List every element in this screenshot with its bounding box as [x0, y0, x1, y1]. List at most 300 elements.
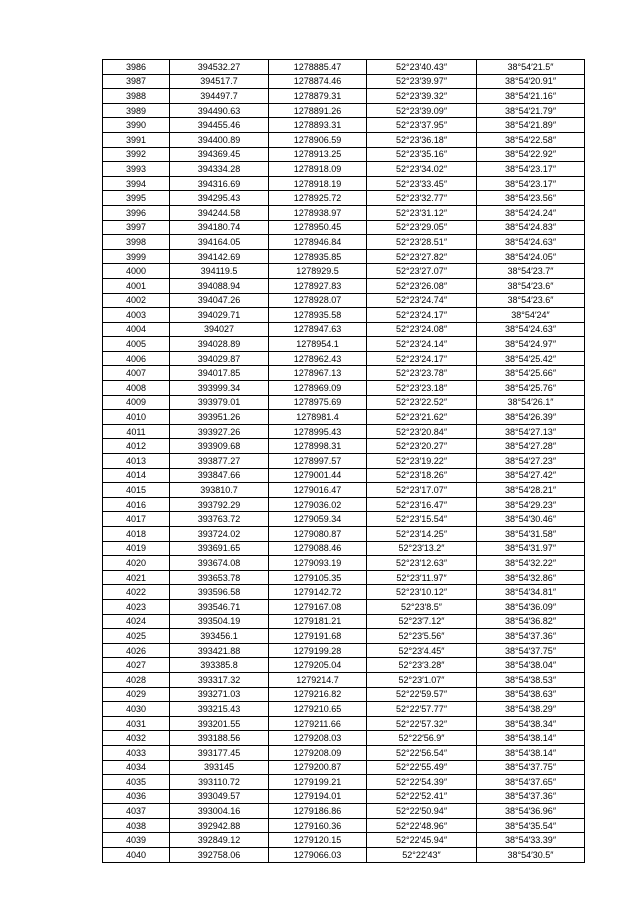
table-row: [103, 848, 585, 863]
table-row: [103, 775, 585, 790]
y-coordinate-cell: 1279001.44: [269, 468, 367, 483]
point-number-cell: 4026: [103, 643, 170, 658]
y-coordinate-cell: 1279160.36: [269, 818, 367, 833]
latitude-cell: 52°23′1.07″: [367, 672, 477, 687]
point-number-cell: 4010: [103, 410, 170, 425]
y-coordinate-cell: 1279059.34: [269, 512, 367, 527]
x-coordinate-cell: 393188.56: [170, 731, 269, 746]
table-row: [103, 483, 585, 498]
table-row: [103, 658, 585, 673]
x-coordinate-cell: 393317.32: [170, 672, 269, 687]
longitude-cell: 38°54′27.28″: [477, 439, 585, 454]
point-number-cell: 3990: [103, 118, 170, 133]
table-row: [103, 278, 585, 293]
x-coordinate-cell: 394017.85: [170, 366, 269, 381]
longitude-cell: 38°54′37.75″: [477, 643, 585, 658]
table-row: [103, 833, 585, 848]
longitude-cell: 38°54′26.39″: [477, 410, 585, 425]
y-coordinate-cell: 1279214.7: [269, 672, 367, 687]
y-coordinate-cell: 1279208.03: [269, 731, 367, 746]
latitude-cell: 52°23′10.12″: [367, 585, 477, 600]
latitude-cell: 52°23′39.32″: [367, 89, 477, 104]
x-coordinate-cell: 393596.58: [170, 585, 269, 600]
table-row: [103, 541, 585, 556]
longitude-cell: 38°54′29.23″: [477, 497, 585, 512]
x-coordinate-cell: 394244.58: [170, 205, 269, 220]
longitude-cell: 38°54′23.6″: [477, 278, 585, 293]
latitude-cell: 52°22′43″: [367, 848, 477, 863]
longitude-cell: 38°54′24.63″: [477, 322, 585, 337]
latitude-cell: 52°23′33.45″: [367, 176, 477, 191]
table-row: [103, 220, 585, 235]
longitude-cell: 38°54′31.97″: [477, 541, 585, 556]
point-number-cell: 4019: [103, 541, 170, 556]
x-coordinate-cell: 393271.03: [170, 687, 269, 702]
x-coordinate-cell: 393810.7: [170, 483, 269, 498]
point-number-cell: 4002: [103, 293, 170, 308]
latitude-cell: 52°23′31.12″: [367, 205, 477, 220]
latitude-cell: 52°22′50.94″: [367, 804, 477, 819]
latitude-cell: 52°23′24.74″: [367, 293, 477, 308]
y-coordinate-cell: 1278925.72: [269, 191, 367, 206]
point-number-cell: 4023: [103, 599, 170, 614]
x-coordinate-cell: 394532.27: [170, 60, 269, 75]
table-row: [103, 293, 585, 308]
point-number-cell: 3998: [103, 235, 170, 250]
table-row: [103, 74, 585, 89]
point-number-cell: 4024: [103, 614, 170, 629]
longitude-cell: 38°54′37.65″: [477, 775, 585, 790]
x-coordinate-cell: 394490.63: [170, 103, 269, 118]
longitude-cell: 38°54′38.14″: [477, 731, 585, 746]
x-coordinate-cell: 394164.05: [170, 235, 269, 250]
latitude-cell: 52°23′4.45″: [367, 643, 477, 658]
longitude-cell: 38°54′36.82″: [477, 614, 585, 629]
longitude-cell: 38°54′21.89″: [477, 118, 585, 133]
x-coordinate-cell: 393792.29: [170, 497, 269, 512]
y-coordinate-cell: 1278935.85: [269, 249, 367, 264]
latitude-cell: 52°22′57.77″: [367, 702, 477, 717]
x-coordinate-cell: 394180.74: [170, 220, 269, 235]
latitude-cell: 52°23′13.2″: [367, 541, 477, 556]
y-coordinate-cell: 1278946.84: [269, 235, 367, 250]
point-number-cell: 4015: [103, 483, 170, 498]
x-coordinate-cell: 393177.45: [170, 745, 269, 760]
longitude-cell: 38°54′23.17″: [477, 176, 585, 191]
x-coordinate-cell: 393674.08: [170, 556, 269, 571]
point-number-cell: 4004: [103, 322, 170, 337]
point-number-cell: 4037: [103, 804, 170, 819]
latitude-cell: 52°22′45.94″: [367, 833, 477, 848]
longitude-cell: 38°54′24.63″: [477, 235, 585, 250]
x-coordinate-cell: 394029.71: [170, 308, 269, 323]
table-row: [103, 760, 585, 775]
table-row: [103, 687, 585, 702]
latitude-cell: 52°23′14.25″: [367, 527, 477, 542]
longitude-cell: 38°54′38.04″: [477, 658, 585, 673]
longitude-cell: 38°54′38.34″: [477, 716, 585, 731]
latitude-cell: 52°23′16.47″: [367, 497, 477, 512]
longitude-cell: 38°54′30.46″: [477, 512, 585, 527]
longitude-cell: 38°54′31.58″: [477, 527, 585, 542]
y-coordinate-cell: 1279088.46: [269, 541, 367, 556]
y-coordinate-cell: 1278967.13: [269, 366, 367, 381]
longitude-cell: 38°54′33.39″: [477, 833, 585, 848]
table-row: [103, 468, 585, 483]
point-number-cell: 4020: [103, 556, 170, 571]
latitude-cell: 52°23′18.26″: [367, 468, 477, 483]
point-number-cell: 4003: [103, 308, 170, 323]
latitude-cell: 52°23′24.17″: [367, 351, 477, 366]
latitude-cell: 52°23′21.62″: [367, 410, 477, 425]
table-row: [103, 512, 585, 527]
x-coordinate-cell: 393909.68: [170, 439, 269, 454]
latitude-cell: 52°23′27.82″: [367, 249, 477, 264]
table-row: [103, 308, 585, 323]
coordinates-table-body: [103, 60, 585, 863]
latitude-cell: 52°23′39.09″: [367, 103, 477, 118]
y-coordinate-cell: 1279210.65: [269, 702, 367, 717]
table-row: [103, 205, 585, 220]
x-coordinate-cell: 393385.8: [170, 658, 269, 673]
table-row: [103, 731, 585, 746]
point-number-cell: 4006: [103, 351, 170, 366]
point-number-cell: 4018: [103, 527, 170, 542]
y-coordinate-cell: 1279093.19: [269, 556, 367, 571]
y-coordinate-cell: 1279208.09: [269, 745, 367, 760]
y-coordinate-cell: 1278906.59: [269, 132, 367, 147]
longitude-cell: 38°54′25.66″: [477, 366, 585, 381]
y-coordinate-cell: 1279191.68: [269, 629, 367, 644]
latitude-cell: 52°23′19.22″: [367, 454, 477, 469]
longitude-cell: 38°54′24″: [477, 308, 585, 323]
table-row: [103, 337, 585, 352]
y-coordinate-cell: 1278950.45: [269, 220, 367, 235]
table-row: [103, 118, 585, 133]
point-number-cell: 4017: [103, 512, 170, 527]
latitude-cell: 52°23′32.77″: [367, 191, 477, 206]
longitude-cell: 38°54′22.58″: [477, 132, 585, 147]
latitude-cell: 52°22′48.96″: [367, 818, 477, 833]
point-number-cell: 3995: [103, 191, 170, 206]
x-coordinate-cell: 394316.69: [170, 176, 269, 191]
table-row: [103, 366, 585, 381]
x-coordinate-cell: 393951.26: [170, 410, 269, 425]
y-coordinate-cell: 1278969.09: [269, 381, 367, 396]
latitude-cell: 52°23′36.18″: [367, 132, 477, 147]
table-row: [103, 629, 585, 644]
y-coordinate-cell: 1278954.1: [269, 337, 367, 352]
longitude-cell: 38°54′24.05″: [477, 249, 585, 264]
point-number-cell: 4012: [103, 439, 170, 454]
point-number-cell: 3986: [103, 60, 170, 75]
table-row: [103, 322, 585, 337]
table-row: [103, 570, 585, 585]
latitude-cell: 52°23′26.08″: [367, 278, 477, 293]
longitude-cell: 38°54′38.14″: [477, 745, 585, 760]
point-number-cell: 4030: [103, 702, 170, 717]
point-number-cell: 4034: [103, 760, 170, 775]
x-coordinate-cell: 394369.45: [170, 147, 269, 162]
longitude-cell: 38°54′21.16″: [477, 89, 585, 104]
x-coordinate-cell: 394455.46: [170, 118, 269, 133]
table-row: [103, 351, 585, 366]
y-coordinate-cell: 1278981.4: [269, 410, 367, 425]
x-coordinate-cell: 393847.66: [170, 468, 269, 483]
table-row: [103, 176, 585, 191]
point-number-cell: 3993: [103, 162, 170, 177]
y-coordinate-cell: 1279216.82: [269, 687, 367, 702]
latitude-cell: 52°23′35.16″: [367, 147, 477, 162]
table-row: [103, 162, 585, 177]
latitude-cell: 52°23′20.84″: [367, 424, 477, 439]
point-number-cell: 4031: [103, 716, 170, 731]
point-number-cell: 4021: [103, 570, 170, 585]
point-number-cell: 4014: [103, 468, 170, 483]
point-number-cell: 4005: [103, 337, 170, 352]
longitude-cell: 38°54′27.13″: [477, 424, 585, 439]
point-number-cell: 4035: [103, 775, 170, 790]
y-coordinate-cell: 1278962.43: [269, 351, 367, 366]
y-coordinate-cell: 1278913.25: [269, 147, 367, 162]
latitude-cell: 52°23′40.43″: [367, 60, 477, 75]
longitude-cell: 38°54′38.29″: [477, 702, 585, 717]
point-number-cell: 3991: [103, 132, 170, 147]
longitude-cell: 38°54′37.75″: [477, 760, 585, 775]
y-coordinate-cell: 1279194.01: [269, 789, 367, 804]
table-row: [103, 716, 585, 731]
table-row: [103, 147, 585, 162]
longitude-cell: 38°54′36.96″: [477, 804, 585, 819]
table-row: [103, 410, 585, 425]
x-coordinate-cell: 393004.16: [170, 804, 269, 819]
table-row: [103, 424, 585, 439]
y-coordinate-cell: 1278997.57: [269, 454, 367, 469]
longitude-cell: 38°54′23.17″: [477, 162, 585, 177]
y-coordinate-cell: 1279205.04: [269, 658, 367, 673]
point-number-cell: 4036: [103, 789, 170, 804]
y-coordinate-cell: 1279211.66: [269, 716, 367, 731]
longitude-cell: 38°54′27.23″: [477, 454, 585, 469]
table-row: [103, 103, 585, 118]
table-row: [103, 745, 585, 760]
x-coordinate-cell: 393201.55: [170, 716, 269, 731]
latitude-cell: 52°23′20.27″: [367, 439, 477, 454]
x-coordinate-cell: 394029.87: [170, 351, 269, 366]
point-number-cell: 4008: [103, 381, 170, 396]
longitude-cell: 38°54′34.81″: [477, 585, 585, 600]
latitude-cell: 52°23′8.5″: [367, 599, 477, 614]
x-coordinate-cell: 393504.19: [170, 614, 269, 629]
y-coordinate-cell: 1279167.08: [269, 599, 367, 614]
point-number-cell: 4001: [103, 278, 170, 293]
x-coordinate-cell: 393691.65: [170, 541, 269, 556]
y-coordinate-cell: 1279199.28: [269, 643, 367, 658]
y-coordinate-cell: 1279199.21: [269, 775, 367, 790]
table-row: [103, 818, 585, 833]
table-row: [103, 804, 585, 819]
longitude-cell: 38°54′26.1″: [477, 395, 585, 410]
x-coordinate-cell: 393763.72: [170, 512, 269, 527]
table-row: [103, 60, 585, 75]
y-coordinate-cell: 1278918.19: [269, 176, 367, 191]
point-number-cell: 3999: [103, 249, 170, 264]
longitude-cell: 38°54′36.09″: [477, 599, 585, 614]
x-coordinate-cell: 393653.78: [170, 570, 269, 585]
latitude-cell: 52°23′3.28″: [367, 658, 477, 673]
longitude-cell: 38°54′38.63″: [477, 687, 585, 702]
point-number-cell: 3994: [103, 176, 170, 191]
latitude-cell: 52°23′29.05″: [367, 220, 477, 235]
point-number-cell: 4039: [103, 833, 170, 848]
point-number-cell: 4040: [103, 848, 170, 863]
latitude-cell: 52°22′54.39″: [367, 775, 477, 790]
x-coordinate-cell: 393456.1: [170, 629, 269, 644]
point-number-cell: 4013: [103, 454, 170, 469]
point-number-cell: 3992: [103, 147, 170, 162]
longitude-cell: 38°54′23.7″: [477, 264, 585, 279]
x-coordinate-cell: 392849.12: [170, 833, 269, 848]
y-coordinate-cell: 1278947.63: [269, 322, 367, 337]
longitude-cell: 38°54′23.6″: [477, 293, 585, 308]
x-coordinate-cell: 393215.43: [170, 702, 269, 717]
longitude-cell: 38°54′24.24″: [477, 205, 585, 220]
y-coordinate-cell: 1279105.35: [269, 570, 367, 585]
point-number-cell: 4033: [103, 745, 170, 760]
x-coordinate-cell: 394119.5: [170, 264, 269, 279]
point-number-cell: 3989: [103, 103, 170, 118]
y-coordinate-cell: 1278995.43: [269, 424, 367, 439]
longitude-cell: 38°54′38.53″: [477, 672, 585, 687]
longitude-cell: 38°54′35.54″: [477, 818, 585, 833]
y-coordinate-cell: 1279181.21: [269, 614, 367, 629]
point-number-cell: 4025: [103, 629, 170, 644]
point-number-cell: 4029: [103, 687, 170, 702]
table-row: [103, 454, 585, 469]
y-coordinate-cell: 1278929.5: [269, 264, 367, 279]
y-coordinate-cell: 1279016.47: [269, 483, 367, 498]
y-coordinate-cell: 1278918.09: [269, 162, 367, 177]
longitude-cell: 38°54′24.83″: [477, 220, 585, 235]
y-coordinate-cell: 1278998.31: [269, 439, 367, 454]
longitude-cell: 38°54′21.79″: [477, 103, 585, 118]
y-coordinate-cell: 1279186.86: [269, 804, 367, 819]
point-number-cell: 4009: [103, 395, 170, 410]
latitude-cell: 52°23′15.54″: [367, 512, 477, 527]
table-row: [103, 89, 585, 104]
latitude-cell: 52°22′55.49″: [367, 760, 477, 775]
y-coordinate-cell: 1279080.87: [269, 527, 367, 542]
table-row: [103, 395, 585, 410]
y-coordinate-cell: 1279036.02: [269, 497, 367, 512]
table-row: [103, 191, 585, 206]
latitude-cell: 52°23′28.51″: [367, 235, 477, 250]
y-coordinate-cell: 1279120.15: [269, 833, 367, 848]
x-coordinate-cell: 394028.89: [170, 337, 269, 352]
coordinates-table: [102, 59, 585, 863]
x-coordinate-cell: 393724.02: [170, 527, 269, 542]
x-coordinate-cell: 393877.27: [170, 454, 269, 469]
x-coordinate-cell: 392758.06: [170, 848, 269, 863]
point-number-cell: 4011: [103, 424, 170, 439]
x-coordinate-cell: 392942.88: [170, 818, 269, 833]
point-number-cell: 4027: [103, 658, 170, 673]
latitude-cell: 52°23′7.12″: [367, 614, 477, 629]
latitude-cell: 52°22′57.32″: [367, 716, 477, 731]
longitude-cell: 38°54′27.42″: [477, 468, 585, 483]
longitude-cell: 38°54′30.5″: [477, 848, 585, 863]
longitude-cell: 38°54′28.21″: [477, 483, 585, 498]
x-coordinate-cell: 394047.26: [170, 293, 269, 308]
x-coordinate-cell: 393927.26: [170, 424, 269, 439]
point-number-cell: 4000: [103, 264, 170, 279]
table-row: [103, 132, 585, 147]
point-number-cell: 3988: [103, 89, 170, 104]
latitude-cell: 52°23′39.97″: [367, 74, 477, 89]
latitude-cell: 52°23′5.56″: [367, 629, 477, 644]
point-number-cell: 4032: [103, 731, 170, 746]
point-number-cell: 3987: [103, 74, 170, 89]
longitude-cell: 38°54′23.56″: [477, 191, 585, 206]
latitude-cell: 52°22′59.57″: [367, 687, 477, 702]
table-row: [103, 249, 585, 264]
table-row: [103, 439, 585, 454]
table-row: [103, 585, 585, 600]
table-row: [103, 789, 585, 804]
latitude-cell: 52°23′23.18″: [367, 381, 477, 396]
x-coordinate-cell: 393110.72: [170, 775, 269, 790]
latitude-cell: 52°23′27.07″: [367, 264, 477, 279]
table-row: [103, 381, 585, 396]
table-row: [103, 672, 585, 687]
table-row: [103, 614, 585, 629]
latitude-cell: 52°23′34.02″: [367, 162, 477, 177]
longitude-cell: 38°54′24.97″: [477, 337, 585, 352]
longitude-cell: 38°54′25.76″: [477, 381, 585, 396]
x-coordinate-cell: 394497.7: [170, 89, 269, 104]
x-coordinate-cell: 394027: [170, 322, 269, 337]
x-coordinate-cell: 393979.01: [170, 395, 269, 410]
longitude-cell: 38°54′37.36″: [477, 789, 585, 804]
latitude-cell: 52°23′24.14″: [367, 337, 477, 352]
x-coordinate-cell: 394088.94: [170, 278, 269, 293]
y-coordinate-cell: 1279066.03: [269, 848, 367, 863]
longitude-cell: 38°54′37.36″: [477, 629, 585, 644]
point-number-cell: 3997: [103, 220, 170, 235]
y-coordinate-cell: 1278874.46: [269, 74, 367, 89]
latitude-cell: 52°23′22.52″: [367, 395, 477, 410]
longitude-cell: 38°54′21.5″: [477, 60, 585, 75]
x-coordinate-cell: 393421.88: [170, 643, 269, 658]
y-coordinate-cell: 1278885.47: [269, 60, 367, 75]
y-coordinate-cell: 1278938.97: [269, 205, 367, 220]
y-coordinate-cell: 1278879.31: [269, 89, 367, 104]
point-number-cell: 4016: [103, 497, 170, 512]
x-coordinate-cell: 394295.43: [170, 191, 269, 206]
longitude-cell: 38°54′25.42″: [477, 351, 585, 366]
latitude-cell: 52°23′24.17″: [367, 308, 477, 323]
table-row: [103, 235, 585, 250]
x-coordinate-cell: 393049.57: [170, 789, 269, 804]
y-coordinate-cell: 1278927.83: [269, 278, 367, 293]
table-row: [103, 556, 585, 571]
latitude-cell: 52°23′23.78″: [367, 366, 477, 381]
point-number-cell: 4022: [103, 585, 170, 600]
latitude-cell: 52°23′12.63″: [367, 556, 477, 571]
y-coordinate-cell: 1279142.72: [269, 585, 367, 600]
latitude-cell: 52°23′24.08″: [367, 322, 477, 337]
table-row: [103, 599, 585, 614]
